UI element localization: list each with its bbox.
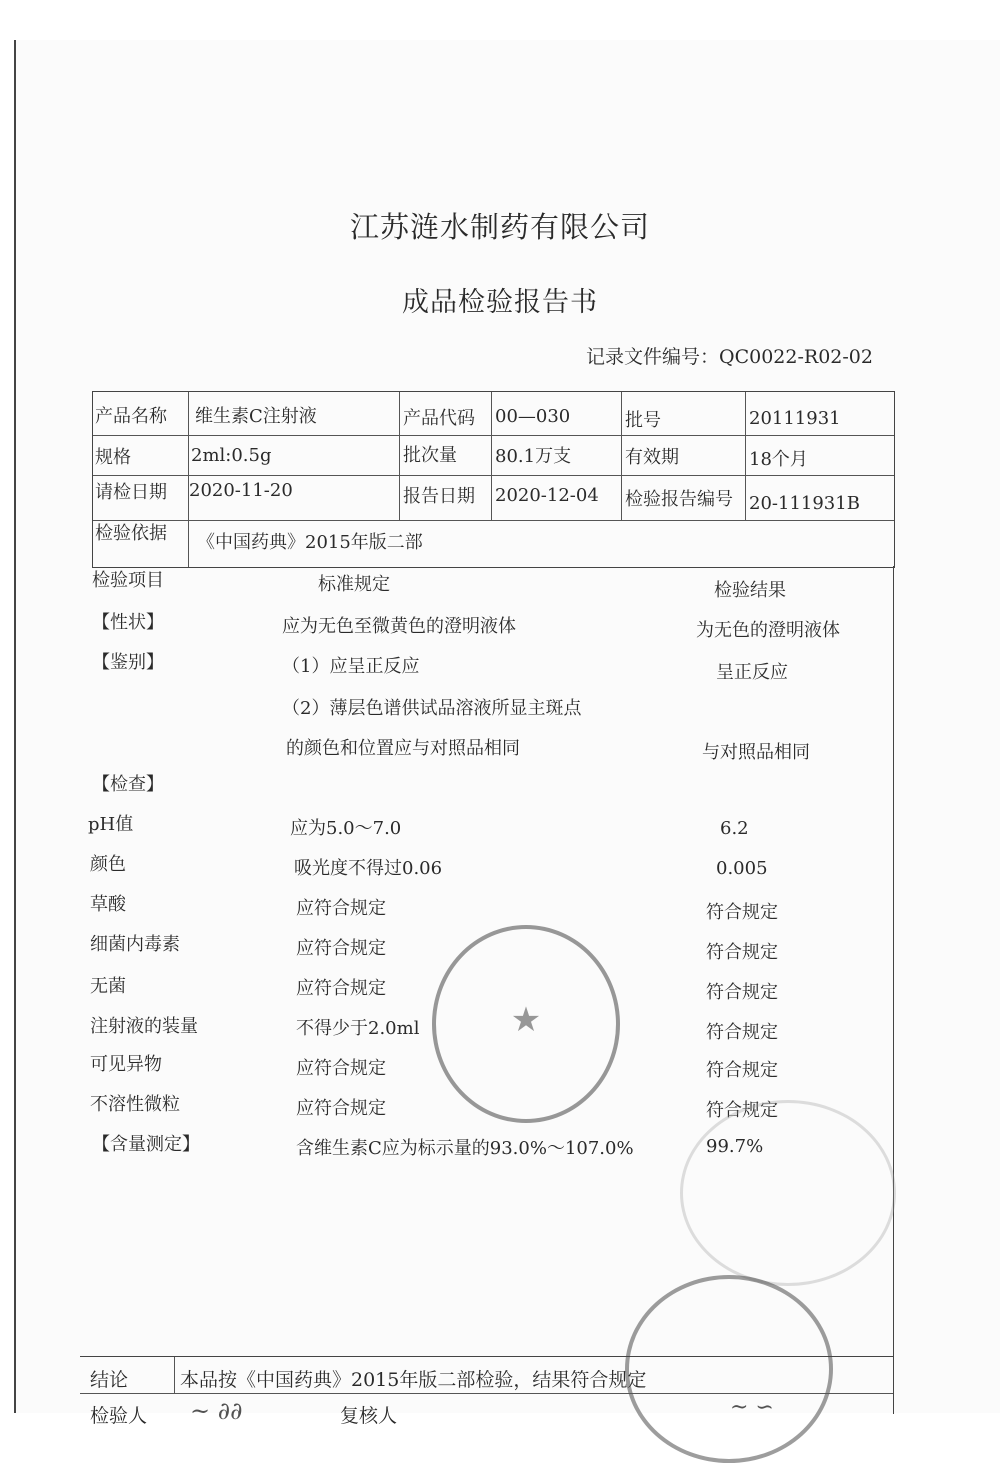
item-result: 符合规定: [706, 1100, 778, 1121]
product-name: 维生素C注射液: [195, 406, 317, 427]
validity: 18个月: [749, 449, 808, 470]
item-name: 注射液的装量: [90, 1016, 198, 1037]
item-result: 符合规定: [706, 1022, 778, 1043]
report-number-label: 检验报告编号: [625, 489, 733, 510]
reviewer-label: 复核人: [340, 1405, 398, 1427]
item-result: 符合规定: [706, 982, 778, 1003]
company-name: 江苏涟水制药有限公司: [349, 210, 650, 244]
item-result: 为无色的澄明液体: [696, 620, 840, 641]
batch-number: 20111931: [749, 408, 841, 429]
conclusion-text: 本品按《中国药典》2015年版二部检验，结果符合规定: [180, 1369, 647, 1391]
item-standard: 不得少于2.0ml: [296, 1018, 420, 1039]
item-result: 与对照品相同: [702, 742, 810, 763]
item-standard: 的颜色和位置应与对照品相同: [286, 738, 520, 759]
table-rule: [174, 1357, 175, 1393]
request-date-label: 请检日期: [95, 482, 167, 503]
item-standard: 应符合规定: [296, 1098, 386, 1119]
item-result: 符合规定: [706, 1060, 778, 1081]
spec: 2ml:0.5g: [191, 445, 272, 466]
item-result: 呈正反应: [716, 662, 788, 683]
item-result: 6.2: [720, 818, 749, 839]
table-rule: [93, 475, 894, 476]
item-standard: 应为5.0～7.0: [290, 818, 402, 839]
basis-label: 检验依据: [95, 523, 167, 544]
item-name: pH值: [88, 814, 134, 835]
item-name: 可见异物: [90, 1054, 162, 1075]
item-standard: 应符合规定: [296, 978, 386, 999]
spec-label: 规格: [95, 447, 131, 468]
product-code-label: 产品代码: [403, 408, 475, 429]
reviewer-signature: ~ ∽: [730, 1395, 774, 1420]
item-standard: 吸光度不得过0.06: [294, 858, 443, 879]
item-name: 细菌内毒素: [90, 934, 180, 955]
inspector-signature: ~ ∂∂: [190, 1397, 243, 1425]
item-standard: 应为无色至微黄色的澄明液体: [282, 616, 516, 637]
product-name-label: 产品名称: [95, 406, 167, 427]
item-name: 【检查】: [92, 774, 164, 795]
item-name: 无菌: [90, 976, 126, 997]
header-table: [92, 391, 895, 568]
conclusion-label: 结论: [90, 1369, 129, 1391]
item-name: 不溶性微粒: [90, 1094, 180, 1115]
item-result: 符合规定: [706, 902, 778, 923]
request-date: 2020-11-20: [189, 480, 293, 501]
item-result: 0.005: [716, 858, 768, 879]
table-rule: [621, 392, 622, 520]
item-standard: 应符合规定: [296, 898, 386, 919]
item-standard: （2）薄层色谱供试品溶液所显主斑点: [282, 698, 582, 719]
items-header-standard: 标准规定: [318, 574, 390, 595]
item-name: 颜色: [90, 854, 126, 875]
batch-size-label: 批次量: [403, 445, 457, 466]
item-standard: 含维生素C应为标示量的93.0%～107.0%: [296, 1138, 634, 1159]
product-code: 00—030: [495, 406, 571, 427]
item-name: 草酸: [90, 894, 126, 915]
inspector-label: 检验人: [90, 1405, 148, 1427]
table-rule: [93, 520, 894, 521]
report-date-label: 报告日期: [403, 486, 475, 507]
item-standard: 应符合规定: [296, 938, 386, 959]
table-rule: [93, 435, 894, 436]
item-name: 【含量测定】: [92, 1134, 200, 1155]
record-file-number: 记录文件编号：QC0022-R02-02: [586, 346, 873, 368]
table-rule: [80, 1393, 893, 1394]
item-result: 99.7%: [706, 1136, 764, 1157]
item-result: 符合规定: [706, 942, 778, 963]
item-name: 【鉴别】: [92, 652, 164, 673]
items-header-item: 检验项目: [92, 570, 164, 591]
item-name: 【性状】: [92, 612, 164, 633]
item-standard: （1）应呈正反应: [282, 656, 420, 677]
report-date: 2020-12-04: [495, 485, 599, 506]
batch-label: 批号: [625, 410, 661, 431]
batch-size: 80.1万支: [495, 446, 572, 467]
validity-label: 有效期: [625, 447, 679, 468]
faint-seal-stamp: [680, 1100, 896, 1286]
seal-star-icon: ★: [510, 1000, 542, 1040]
table-rule: [399, 392, 400, 520]
report-number: 20-111931B: [749, 493, 860, 514]
basis: 《中国药典》2015年版二部: [197, 532, 423, 553]
items-header-result: 检验结果: [714, 580, 786, 601]
table-rule: [491, 392, 492, 520]
company-seal-stamp: [432, 925, 620, 1123]
item-standard: 应符合规定: [296, 1058, 386, 1079]
conclusion-block: [80, 1356, 894, 1427]
table-rule: [745, 392, 746, 520]
report-title: 成品检验报告书: [402, 287, 598, 318]
